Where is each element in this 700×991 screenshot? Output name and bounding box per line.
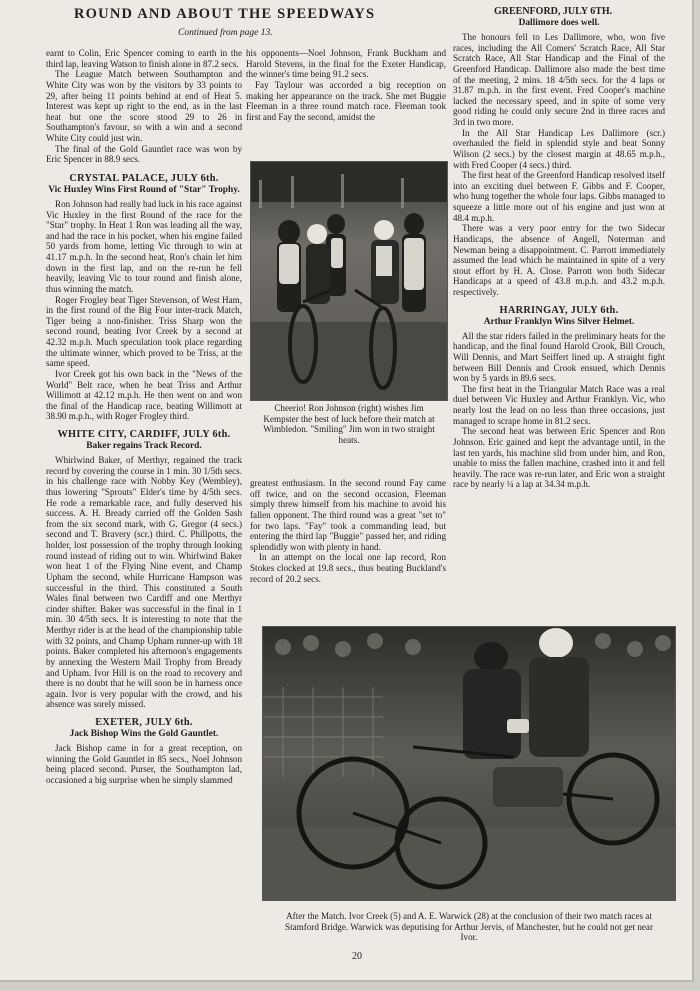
section-heading-cardiff: WHITE CITY, CARDIFF, JULY 6th. — [57, 429, 231, 441]
photo-johnson-kempster — [250, 161, 448, 401]
photo-caption-johnson-kempster: Cheerio! Ron Johnson (right) wishes Jim Kempster the best of luck before their match at Wimbledon. "Smiling" Jim won in two straight heats. — [263, 403, 435, 445]
paragraph: The first heat of the Greenford Handicap resolved itself into an exciting duel between F. Gibbs and F. Cooper, who hung together the whole four laps. Gibbs managed to squeeze a little more out of his engine and just won at 48.4 m.p.h. — [453, 170, 665, 223]
paragraph: The honours fell to Les Dallimore, who, won five races, including the All Comers' Scratch Race, All Star Scratch Race, All Star Handicap and the Final of the Greenford Handicap. Dallimore also made the best time of the meeting, 2 mins. 18 4/5th secs. for the 4 laps or 31.87 m.p.h. in the first event. Fred Cooper's machine lacked the necessary speed, and in spite of some very good riding he could only secure 2nd in three races and 3rd in two more. — [453, 32, 665, 127]
paragraph: Whirlwind Baker, of Merthyr, regained the track record by covering the course in 1 min. 30 1/5th secs. in his challenge race with Nobby Key (Wembley), thus lowering "Sprouts" Elder's time by 4/5th secs. He rode a remarkable race, and fully deserved his success. A. H. Bready carried off the Golden Sash from the six second mark, with G. Gregor (4 secs.) second and T. Bravery (scr.) third. C. Phillpotts, the holder, lost possession of the trophy through looking round instead of riding out to win. Whirlwind Baker won heat 1 of the Flying Nine event, and Champ Upham the second, while Hurricane Hampson was successful in the third. This constituted a South Wales final between two Cardiff and one Merthyr cinder shifter. Baker was successful in the final in 1 min. 30 4/5th secs. It is interesting to note that the Merthyr rider is at the head of the championship table with 32 points, and Champ Upham runner-up with 18 points. Baker completed his afternoon's engagements by annexing the Western Mail Trophy from Bready and Upham. Ivor Hill is on the road to recovery and there is no doubt that he will soon be in harness once again. Ivor is very popular with the crowd, and his absence was sorely missed. — [46, 455, 242, 710]
paragraph: Jack Bishop came in for a great reception, on winning the Gold Gauntlet in 85 secs., Noel Johnson being placed second. Purser, the Southampton lad, occasioned a big surprise when he simply slammed — [46, 743, 242, 786]
paragraph: The final of the Gold Gauntlet race was won by Eric Spencer in 88.9 secs. — [46, 143, 242, 165]
paragraph: All the star riders failed in the preliminary heats for the handicap, and the final found Harold Crook, Bill Crouch, Will Dennis, and Mart Seiffert lined up. A straight fight between Bill Dennis and Crook ensued, which Dennis won by 5 yards in 89.6 secs. — [453, 330, 665, 384]
section-subheading-cardiff: Baker regains Track Record. — [86, 441, 202, 452]
intro-block — [46, 48, 242, 165]
paragraph: In the All Star Handicap Les Dallimore (scr.) overhauled the field in splendid style and beat Sonny Wilson (2 secs.) by the closest margin at 48.65 m.p.h., with Fred Cooper (4 secs.) third. — [453, 127, 665, 170]
photo-illustration — [263, 627, 675, 900]
section-subheading-harringay: Arthur Franklyn Wins Silver Helmet. — [483, 316, 635, 327]
photo-caption-creek-warwick: After the Match. Ivor Creek (5) and A. E. Warwick (28) at the conclusion of their two match races at Stamford Bridge. Warwick was deputising for Arthur Jervis, of Manchester, but he could not get near Ivor. — [285, 911, 653, 943]
column-2-bottom — [250, 478, 446, 584]
column-3 — [453, 18, 665, 490]
paragraph: There was a very poor entry for the two Sidecar Handicaps, the absence of Angell, Noterman and Newman being a disappointment. C. Parrott immediately assumed the lead which he maintained in spite of a very stout effort by H. A. Close. Parrott won both Sidecar Handicaps at a speed of 43.8 m.p.h. and 43.2 m.p.h. respectively. — [453, 223, 665, 297]
paragraph: greatest enthusiasm. In the second round Fay came off twice, and on the second occasion, Fleeman simply threw himself from his machine to avoid his fallen opponent. The third round was a great "set to" for two laps. "Fay" took a commanding lead, but entering the third lap "Buggie" passed her, and riding splendidly won with plenty in hand. — [250, 478, 446, 552]
column-2-top — [246, 48, 446, 122]
paragraph: Ron Johnson had really bad luck in his race against Vic Huxley in the first Round of the race for the "Star" trophy. In Heat 1 Ron was leading all the way, and had the race in his pocket, when his engine failed 50 yards from home, letting Vic through to win at 41.17 m.p.h. In the second heat, Ron's chain let him down in the first lap, and on the re-run he fell heavily, leaving Vic to tour round and finish alone, thus winning the match. — [46, 198, 242, 294]
section-subheading-greenford: Dallimore does well. — [518, 18, 600, 28]
paragraph: The League Match between Southampton and White City was won by the visitors by 33 points to 29, after being 11 points behind at end of Heat 5. Interest was kept up right to the end, as in the last heat but one the score stood 29 to 26 in Southampton's favour, so with a win and a second White City could just win. — [46, 69, 242, 143]
section-heading-crystal-palace: CRYSTAL PALACE, JULY 6th. — [69, 172, 219, 184]
section-heading-greenford: GREENFORD, JULY 6TH. — [494, 6, 613, 17]
column-1 — [46, 48, 242, 786]
paragraph: The first heat in the Triangular Match Race was a real duel between Vic Huxley and Arthur Franklyn. Vic, who nearly lost the lead on no less than three occasions, just managed to scrape home in 81.2 secs. — [453, 383, 665, 426]
paragraph: Ivor Creek got his own back in the "News of the World" Belt race, when he beat Triss and Arthur Willimott at 42.12 m.p.h. He then went on and won the final of the Handicap race, beating Willimott at 38.90 m.p.h., with Roger Frogley third. — [46, 368, 242, 422]
paragraph: In an attempt on the local one lap record, Ron Stokes clocked at 19.8 secs., thus beating Buckland's record of 20.2 secs. — [250, 552, 446, 584]
page-header-title: ROUND AND ABOUT THE SPEEDWAYS — [74, 6, 376, 22]
section-subheading-crystal-palace: Vic Huxley Wins First Round of "Star" Trophy. — [48, 184, 240, 195]
photo-illustration — [251, 162, 447, 400]
page-number: 20 — [352, 951, 362, 962]
paragraph: his opponents—Noel Johnson, Frank Buckham and Harold Stevens, in the final for the Exeter Handicap, the winner's time being 91.2 secs. — [246, 48, 446, 80]
paragraph: Fay Taylour was accorded a big reception on making her appearance on the track. She met Buggie Fleeman in a three round match race. Fleeman took first and Fay the second, amidst the — [246, 79, 446, 122]
section-subheading-exeter: Jack Bishop Wins the Gold Gauntlet. — [69, 729, 219, 740]
section-heading-exeter: EXETER, JULY 6th. — [95, 717, 193, 729]
section-heading-harringay: HARRINGAY, JULY 6th. — [499, 304, 619, 316]
continued-note: Continued from page 13. — [178, 28, 273, 38]
paragraph: The second heat was between Eric Spencer and Ron Johnson. Eric gained and kept the advantage until, in the last ten yards, his machine slid from under him, and Ron, unable to miss the fallen machine, crashed into it and fell heavily. The race was re-run later, and Eric won a straight race by nearly ¼ a lap at 34.34 m.p.h. — [453, 426, 665, 490]
paragraph: Roger Frogley beat Tiger Stevenson, of West Ham, in the first round of the Big Four inter-track Match, Tiger being a non-finisher. Triss Sharp won the second round, beating Ivor Creek by a second at 42.32 m.p.h. Much speculation took place regarding the ultimate winner, which proved to be Triss, at the same speed. — [46, 294, 242, 369]
paragraph: earnt to Colin, Eric Spencer coming to earth in the third lap, leaving Watson to finish alone in 87.2 secs. — [46, 48, 242, 69]
photo-creek-warwick — [262, 626, 676, 901]
